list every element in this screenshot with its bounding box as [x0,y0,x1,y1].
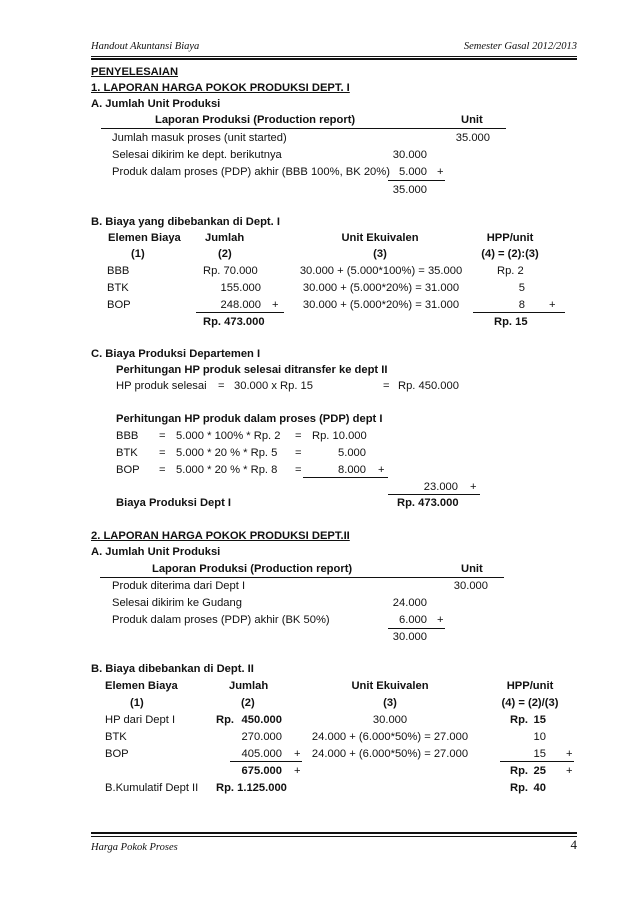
s1-b-n2: (2) [218,248,232,260]
page-number: 4 [570,837,577,852]
s2-a-row3-plus: + [437,614,444,626]
s2-b-r3-hpp: 15 [533,748,546,760]
s1-c-pdp2-val: 5.000 [338,447,366,459]
s2-b-r3-el: BOP [105,748,129,760]
s1-a-row2-label: Selesai dikirim ke dept. berikutnya [112,149,282,161]
s1-c-pdp-total: 23.000 [423,481,458,493]
s1-a-row1-unit: 35.000 [455,132,490,144]
s2-b-r2-jml: 270.000 [241,731,282,743]
s2-b-r1-el: HP dari Dept I [105,714,176,726]
s2-b-kum-hrp: Rp. [510,782,529,794]
s1-c-pdp3-eq2: = [295,464,302,476]
s2-b-heading: B. Biaya dibebankan di Dept. II [91,663,254,675]
s1-b-r3-jml: 248.000 [220,299,261,311]
s2-b-sub-rule-hpp [500,761,574,762]
s1-a-row1-label: Jumlah masuk proses (unit started) [112,132,287,144]
s2-a-row1-label: Produk diterima dari Dept I [112,580,246,592]
s1-b-h2: Jumlah [205,232,245,244]
s1-b-sum-rule [196,312,284,313]
s1-a-sum-rule [388,180,445,181]
s2-b-n3: (3) [383,697,397,709]
s1-c-pdp-rule [303,477,388,478]
s1-b-r2-hpp: 5 [518,282,525,294]
s1-b-total-hpp: Rp. 15 [494,316,528,328]
s2-b-r1-jml: 450.000 [241,714,282,726]
s1-b-h3: Unit Ekuivalen [341,232,419,244]
s2-b-n2: (2) [241,697,255,709]
s1-c-sub1: Perhitungan HP produk selesai ditransfer ke dept II [116,364,388,376]
s1-b-r3-plus2: + [549,299,556,311]
s1-b-r2-ue: 30.000 + (5.000*20%) = 31.000 [302,282,460,294]
s2-a-total: 30.000 [392,631,427,643]
s1-a-total: 35.000 [392,184,427,196]
s1-a-row3-label: Produk dalam proses (PDP) akhir (BBB 100%, BK 20%) [112,166,390,178]
s2-b-r2-el: BTK [105,731,127,743]
s2-a-row1-unit: 30.000 [453,580,488,592]
s1-b-heading: B. Biaya yang dibebankan di Dept. I [91,216,280,228]
s2-b-sub-rule [230,761,302,762]
s1-c-pdp3-plus: + [378,464,385,476]
s1-a-row3-unit: 5.000 [399,166,427,178]
s1-c-hp-label: HP produk selesai [116,380,207,392]
s2-b-r2-ue: 24.000 + (6.000*50%) = 27.000 [311,731,469,743]
s2-b-sub-hrp: Rp. [510,765,529,777]
s1-b-h1: Elemen Biaya [108,232,181,244]
s1-b-r2-el: BTK [107,282,129,294]
s1-b-r2-jml: 155.000 [220,282,261,294]
s2-b-sub-plus: + [294,765,301,777]
s1-a-row2-unit: 30.000 [392,149,427,161]
s1-c-heading: C. Biaya Produksi Departemen I [91,348,261,360]
s2-b-h3: Unit Ekuivalen [351,680,429,692]
header-rule-thick [91,58,577,60]
s2-b-kum-hpp: 40 [533,782,546,794]
s2-a-row2-unit: 24.000 [392,597,427,609]
s1-a-row3-plus: + [437,166,444,178]
header-right: Semester Gasal 2012/2013 [463,41,577,52]
s2-b-kum-label: B.Kumulatif Dept II [105,782,199,794]
s1-c-pdp2-calc: 5.000 * 20 % * Rp. 5 [176,447,278,459]
s2-a-row3-unit: 6.000 [399,614,427,626]
footer-rule [91,836,577,837]
s1-c-pdp3-eq: = [159,464,166,476]
s1-c-hp-eq2: = [383,380,390,392]
s1-c-pdp2-el: BTK [116,447,138,459]
s1-b-n3: (3) [373,248,387,260]
s2-b-sub-hpp: 25 [533,765,546,777]
s2-b-kum-jml: Rp. 1.125.000 [216,782,287,794]
s1-b-n1: (1) [131,248,145,260]
s2-b-r1-rp: Rp. [216,714,235,726]
s2-b-r1-hrp: Rp. [510,714,529,726]
s1-b-r3-hpp: 8 [518,299,525,311]
header-left: Handout Akuntansi Biaya [91,41,200,52]
footer-left: Harga Pokok Proses [91,842,178,853]
s1-b-r1-ue: 30.000 + (5.000*100%) = 35.000 [299,265,463,277]
s1-b-sum-rule-hpp [473,312,565,313]
footer-rule-thick [91,832,577,834]
s1-heading: 1. LAPORAN HARGA POKOK PRODUKSI DEPT. I [91,82,350,94]
s2-a-row3-label: Produk dalam proses (PDP) akhir (BK 50%) [112,614,330,626]
s1-b-h4: HPP/unit [486,232,534,244]
s2-a-col-report: Laporan Produksi (Production report) [152,563,353,575]
s2-b-h1: Elemen Biaya [105,680,178,692]
s2-b-h4: HPP/unit [506,680,554,692]
s2-b-r3-plus: + [294,748,301,760]
s2-b-sub-plus2: + [566,765,573,777]
s1-c-pdp1-eq2: = [295,430,302,442]
s2-a-heading: A. Jumlah Unit Produksi [91,546,221,558]
s2-b-n4: (4) = (2)/(3) [501,697,559,709]
s2-a-sum-rule [388,628,445,629]
s1-b-n4: (4) = (2):(3) [481,248,539,260]
s2-b-r1-hpp: 15 [533,714,546,726]
s1-c-pdp-plus: + [470,481,477,493]
s1-c-pdp3-el: BOP [116,464,140,476]
s2-a-header-rule [100,577,504,578]
s2-a-row2-label: Selesai dikirim ke Gudang [112,597,242,609]
s1-c-hp-eq: = [218,380,225,392]
s1-c-pdp2-eq2: = [295,447,302,459]
s1-c-pdp3-calc: 5.000 * 20 % * Rp. 8 [176,464,278,476]
s1-a-header-rule [101,128,506,129]
s1-b-r1-el: BBB [107,265,130,277]
s1-c-hp-val: Rp. 450.000 [398,380,459,392]
s2-a-col-unit: Unit [461,563,483,575]
s2-b-r3-ue: 24.000 + (6.000*50%) = 27.000 [311,748,469,760]
s1-c-bp-label: Biaya Produksi Dept I [116,497,232,509]
s2-b-r2-hpp: 10 [533,731,546,743]
s1-a-col-report: Laporan Produksi (Production report) [155,114,356,126]
s1-c-bp-val: Rp. 473.000 [397,497,459,509]
s2-b-sub-jml: 675.000 [241,765,282,777]
s1-a-heading: A. Jumlah Unit Produksi [91,98,221,110]
s1-c-pdp1-eq: = [159,430,166,442]
header-rule [91,56,577,57]
s1-c-pdp1-el: BBB [116,430,139,442]
s1-b-r3-ue: 30.000 + (5.000*20%) = 31.000 [302,299,460,311]
s2-b-n1: (1) [130,697,144,709]
s1-c-bp-rule [388,494,480,495]
title: PENYELESAIAN [91,66,179,78]
s2-b-r3-plus2: + [566,748,573,760]
s1-b-r1-jml: Rp. 70.000 [203,265,258,277]
s1-c-pdp3-val: 8.000 [338,464,366,476]
s1-c-hp-calc: 30.000 x Rp. 15 [234,380,313,392]
s2-b-h2: Jumlah [229,680,269,692]
s1-b-r3-el: BOP [107,299,131,311]
s1-c-pdp1-val: Rp. 10.000 [312,430,367,442]
s2-b-r1-ue: 30.000 [372,714,408,726]
s1-c-pdp1-calc: 5.000 * 100% * Rp. 2 [176,430,281,442]
s1-b-r3-plus: + [272,299,279,311]
s2-heading: 2. LAPORAN HARGA POKOK PRODUKSI DEPT.II [91,530,350,542]
s1-b-r1-hpp: Rp. 2 [497,265,524,277]
s1-c-pdp2-eq: = [159,447,166,459]
s1-a-col-unit: Unit [461,114,483,126]
s1-c-sub2: Perhitungan HP produk dalam proses (PDP) dept I [116,413,383,425]
s1-b-total-jml: Rp. 473.000 [203,316,265,328]
s2-b-r3-jml: 405.000 [241,748,282,760]
